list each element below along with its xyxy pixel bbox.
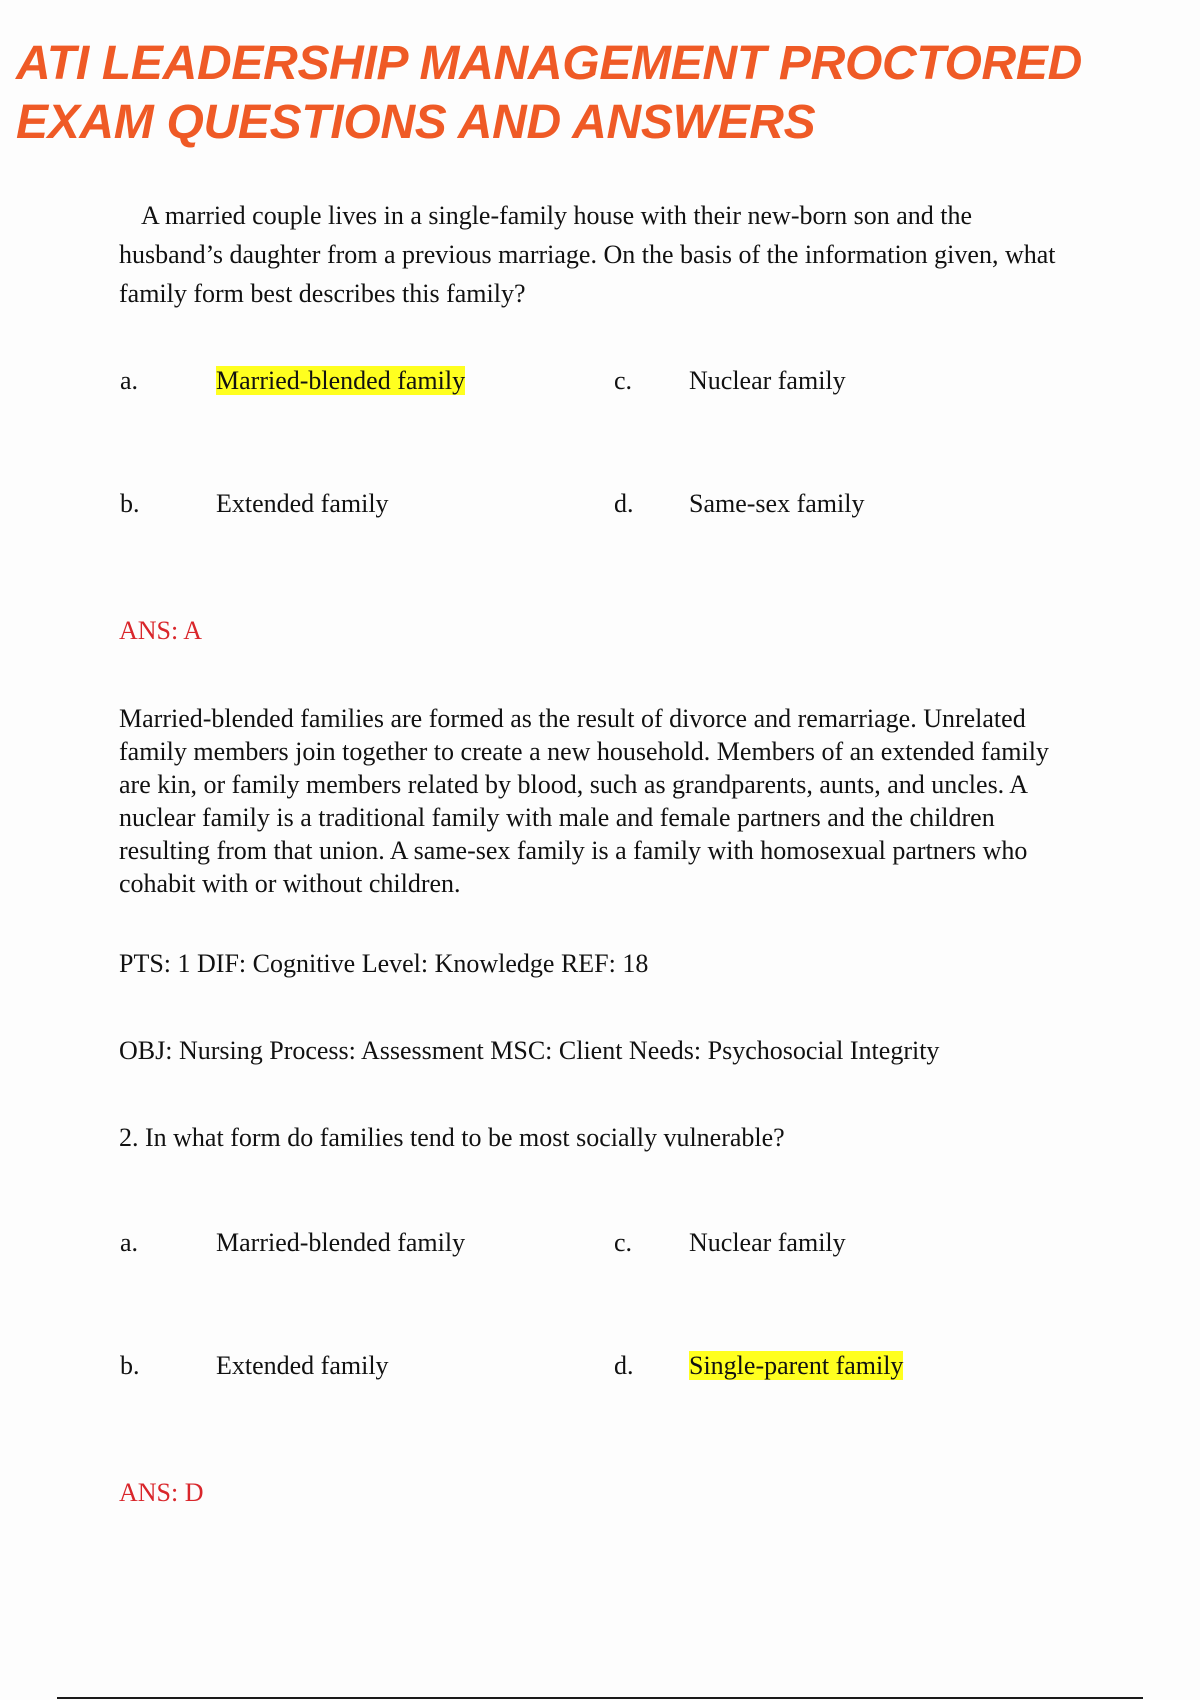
document-title	[16, 34, 1186, 152]
question-2-stem: 2. In what form do families tend to be most socially vulnerable?	[119, 1123, 785, 1152]
question-2-answer: ANS: D	[119, 1478, 204, 1507]
question-2-option-c-letter: c.	[614, 1228, 633, 1257]
question-2-option-d-letter: d.	[614, 1351, 634, 1380]
question-1-pts-line: PTS: 1 DIF: Cognitive Level: Knowledge REF: 18	[119, 949, 649, 978]
question-2-option-d-text: Single-parent family	[689, 1351, 904, 1380]
question-2-option-a-letter: a.	[120, 1228, 139, 1257]
question-1-option-d-text: Same-sex family	[689, 489, 865, 518]
question-1-stem: A married couple lives in a single-family house with their new-born son and the husband’s daughter from a previous marriage. On the basis of the information given, what family form best describes this family?	[119, 201, 1056, 308]
question-1-option-a-text: Married-blended family	[216, 366, 466, 395]
question-1-option-a-letter: a.	[120, 366, 139, 395]
page-bottom-rule	[57, 1697, 1143, 1699]
question-1-answer: ANS: A	[119, 616, 203, 645]
question-1-option-d-letter: d.	[614, 489, 634, 518]
document-title-line-2: EXAM QUESTIONS AND ANSWERS	[16, 96, 816, 149]
question-2-option-b-text: Extended family	[216, 1351, 389, 1380]
question-2-option-b-letter: b.	[120, 1351, 140, 1380]
question-1-option-b-text: Extended family	[216, 489, 389, 518]
question-2-option-c-text: Nuclear family	[689, 1228, 846, 1257]
question-2-option-a-text: Married-blended family	[216, 1228, 466, 1257]
question-2-option-d	[689, 1349, 903, 1383]
question-1-rationale: Married-blended families are formed as the result of divorce and remarriage. Unrelated family members join together to create a new household. Members of an extended family are kin, or family members related by blood, such as grandparents, aunts, and uncles. A nuclear family is a traditional family with male and female partners and the children resulting from that union. A same-sex family is a family with homosexual partners who cohabit with or without children.	[119, 704, 1049, 898]
question-1-obj-line: OBJ: Nursing Process: Assessment MSC: Client Needs: Psychosocial Integrity	[119, 1036, 940, 1065]
question-1-option-c-text: Nuclear family	[689, 366, 846, 395]
document-title-line-1: ATI LEADERSHIP MANAGEMENT PROCTORED	[16, 37, 1082, 90]
question-1-option-a	[216, 364, 465, 398]
question-1-option-b-letter: b.	[120, 489, 140, 518]
question-1-option-c-letter: c.	[614, 366, 633, 395]
